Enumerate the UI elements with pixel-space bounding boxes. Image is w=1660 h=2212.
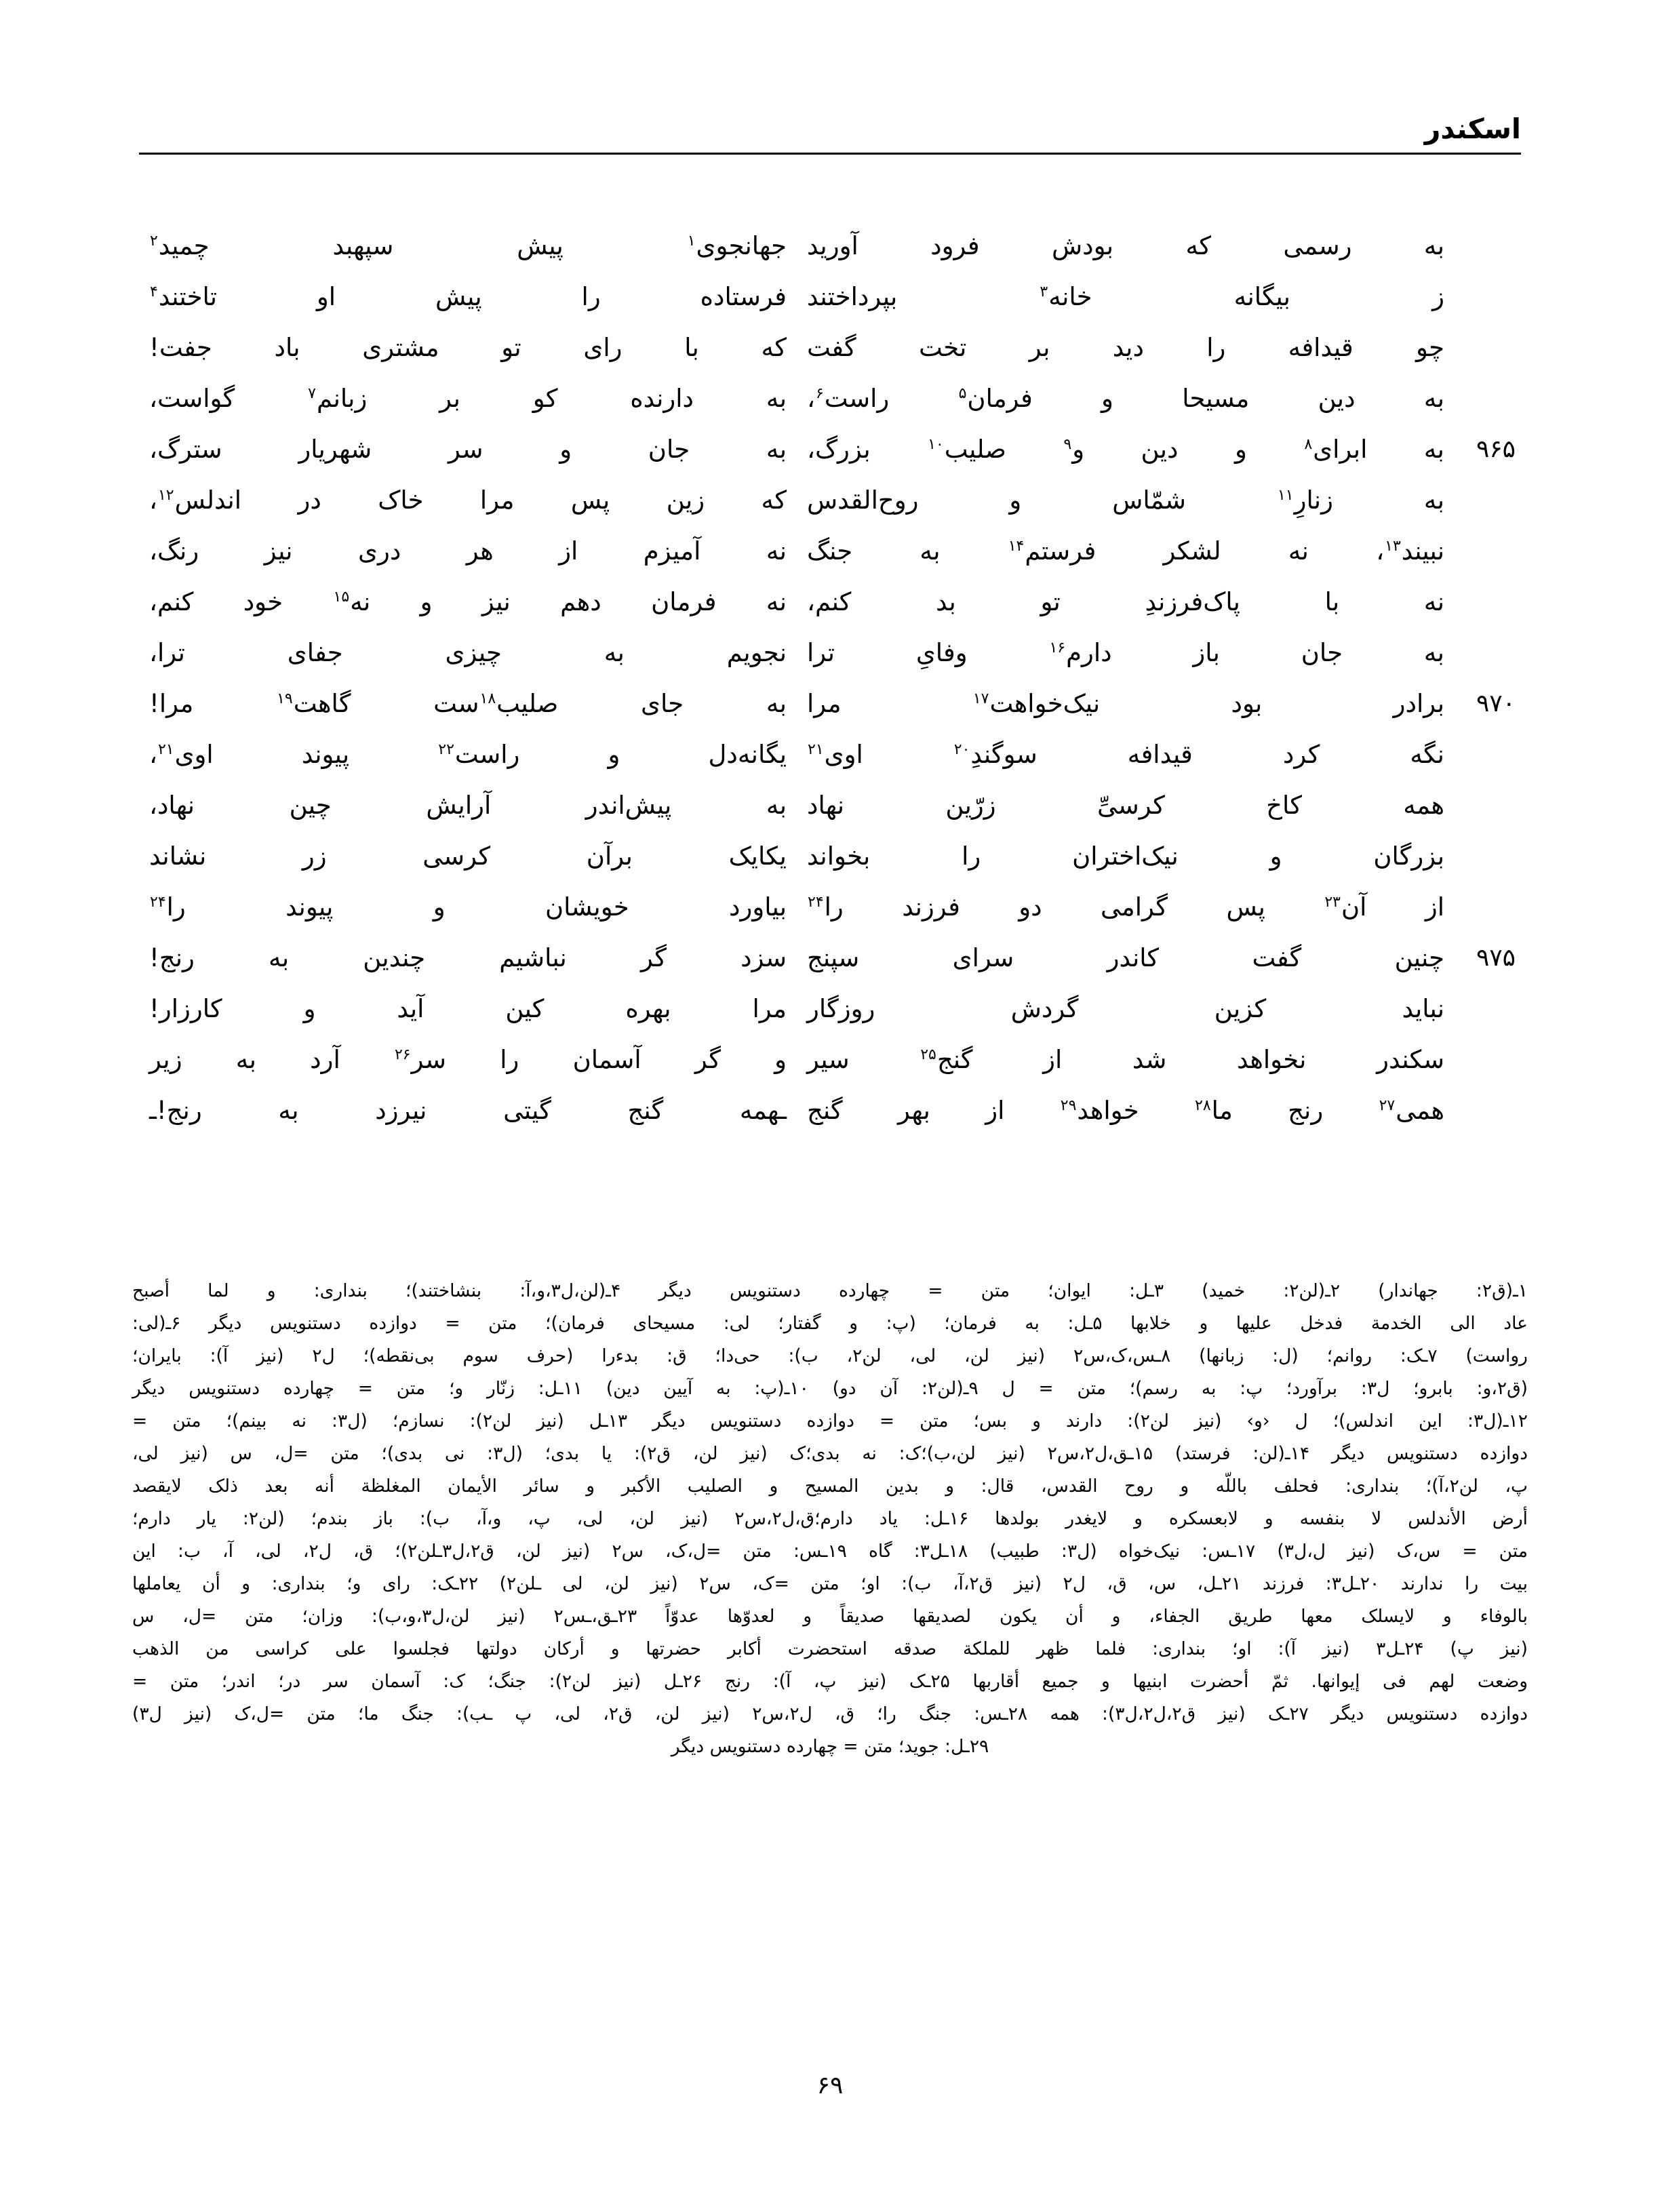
hemistich-first: همه کاخ کرسیِّ زرّین نهاد bbox=[807, 791, 1444, 820]
hemistich-first: به جان باز دارم$^{۱۶}$ وفایِ ترا bbox=[807, 638, 1444, 667]
note-marker: ۲۴ bbox=[150, 893, 166, 911]
note-marker: ۲۱ bbox=[808, 740, 824, 758]
verse-row bbox=[139, 682, 1521, 732]
note-marker: ۱۴ bbox=[1008, 537, 1025, 555]
hemistich-second: نه فرمان دهم نیز و نه$^{۱۵}$ خود کنم، bbox=[149, 587, 787, 616]
verse-block bbox=[139, 224, 1521, 1248]
note-marker: ۱ bbox=[687, 232, 696, 250]
hemistich-second: جهانجوی$^۱$ پیش سپهبد چمید$^۲$ bbox=[150, 231, 787, 260]
note-marker: ۲۶ bbox=[394, 1046, 411, 1063]
note-marker: ۶ bbox=[815, 384, 824, 402]
verse-row bbox=[139, 376, 1521, 427]
note-marker: ۹ bbox=[1063, 435, 1072, 453]
verse-row bbox=[139, 529, 1521, 580]
verse-row bbox=[139, 834, 1521, 885]
running-head: اسکندر bbox=[1424, 113, 1521, 145]
verse-number: ۹۷۰ bbox=[1476, 690, 1516, 717]
note-marker: ۲۹ bbox=[1060, 1097, 1077, 1114]
note-marker: ۲۴ bbox=[808, 893, 824, 911]
apparatus-line: أرض الأندلس لا بنفسه و لابعسکره و لایغدر بولدها ۱۶ـل: یاد دارم؛ق،ل۲،س۲ (نیز لن، لی، پ، و،آ، ب): باز بندم؛ (لن۲: یار دارم؛ bbox=[132, 1508, 1528, 1529]
hemistich-first: از آن$^{۲۳}$ پس گرامی دو فرزند را$^{۲۴}$ bbox=[808, 892, 1444, 922]
note-marker: ۱۸ bbox=[479, 690, 496, 707]
note-marker: ۸ bbox=[1304, 435, 1313, 453]
note-marker: ۲۲ bbox=[438, 740, 454, 758]
hemistich-first: نباید کزین گردش روزگار bbox=[807, 994, 1444, 1023]
apparatus-line: پ، لن۲،آ)؛ بنداری: فحلف باللّه و روح القدس، قال: و بدین المسیح و الصلیب الأکبر و سائر الأیمان المغلظة أنه بعد ذلک لایقصد bbox=[132, 1476, 1528, 1497]
note-marker: ۷ bbox=[308, 384, 316, 402]
hemistich-second: به دارنده کو بر زبانم$^۷$ گواست، bbox=[149, 384, 787, 413]
note-marker: ۱۲ bbox=[157, 486, 174, 504]
apparatus-line: بیت را ندارند ۲۰ـل۳: فرزند ۲۱ـل، س، ق، ل۲ (نیز ق۲،آ، ب): او؛ متن =ک، س۲ (نیز لن، لی ـلن۲) ۲۲ـک: رای و؛ بنداری: و أن یعاملها bbox=[132, 1573, 1528, 1594]
critical-apparatus bbox=[132, 1275, 1528, 1763]
hemistich-first: نه با پاک‌فرزندِ تو بد کنم، bbox=[807, 587, 1444, 616]
hemistich-first: نگه کرد قیدافه سوگندِ$^{۲۰}$ اوی$^{۲۱}$ bbox=[808, 740, 1444, 769]
header-rule bbox=[139, 153, 1521, 155]
verse-row bbox=[139, 783, 1521, 834]
apparatus-line: متن = س،ک (نیز ل،ل۳) ۱۷ـس: نیک‌خواه (ل۳: طبیب) ۱۸ـل۳: گاه ۱۹ـس: متن =ل،ک، س۲ (نیز لن، ق۲،ل۳ـلن۲)؛ ق، ل۲، لی، آ، ب: این bbox=[132, 1541, 1528, 1562]
note-marker: ۱۱ bbox=[1277, 486, 1294, 504]
hemistich-second: به جان و سر شهریار سترگ، bbox=[149, 435, 787, 464]
folio-number: ۶۹ bbox=[816, 2072, 844, 2099]
verse-row bbox=[139, 885, 1521, 936]
apparatus-line: وضعت لهم فی إیوانها. ثمّ أحضرت ابنیها و جمیع أقاربها ۲۵ـک (نیز پ، آ): رنج ۲۶ـل (نیز لن۲): جنگ؛ ک: آسمان سر در؛ اندر؛ متن = bbox=[132, 1671, 1528, 1692]
note-marker: ۲۳ bbox=[1324, 893, 1341, 911]
hemistich-first: به رسمی که بودش فرود آورید bbox=[807, 231, 1444, 260]
verse-row bbox=[139, 224, 1521, 275]
apparatus-line: رواست) ۷ـک: روانم؛ (ل: زبانها) ۸ـس،ک،س۲ (نیز لن، لی، لن۲، ب): حی‌دا؛ ق: بدءرا (حرف سوم بی‌نقطه)؛ ل۲ (نیز آ): بایران؛ bbox=[132, 1345, 1528, 1366]
verse-row bbox=[139, 987, 1521, 1038]
hemistich-first: برادر بود نیک‌خواهت$^{۱۷}$ مرا bbox=[807, 689, 1444, 718]
hemistich-second: به پیش‌اندر آرایش چین نهاد، bbox=[149, 791, 787, 820]
note-marker: ۲۸ bbox=[1195, 1097, 1211, 1114]
verse-row bbox=[139, 325, 1521, 376]
verse-row bbox=[139, 427, 1521, 478]
note-marker: ۱۷ bbox=[972, 690, 989, 707]
hemistich-first: همی$^{۲۷}$ رنج ما$^{۲۸}$ خواهد$^{۲۹}$ از بهر گنج bbox=[807, 1096, 1444, 1125]
apparatus-line: عاد الی الخدمة فدخل علیها و خلابها ۵ـل: به فرمان؛ (پ: و گفتار؛ لی: مسیحای فرمان)؛ متن = دوازده دستنویس دیگر ۶ـ(لی: bbox=[132, 1313, 1528, 1334]
apparatus-line: (نیز پ) ۲۴ـل۳ (نیز آ): او؛ بنداری: فلما ظهر للملکة صدقه استحضرت أکابر حضرتها و أرکان دولتها فجلسوا علی کراسی من الذهب bbox=[132, 1638, 1528, 1659]
hemistich-second: بیاورد خویشان و پیوند را$^{۲۴}$ bbox=[150, 892, 787, 922]
hemistich-first: بزرگان و نیک‌اختران را بخواند bbox=[807, 842, 1444, 871]
note-marker: ۲۱ bbox=[157, 740, 174, 758]
note-marker: ۱۶ bbox=[1049, 639, 1066, 656]
hemistich-second: سزد گر نباشیم چندین به رنج! bbox=[149, 943, 787, 972]
verse-row bbox=[139, 275, 1521, 325]
hemistich-first: نبیند$^{۱۳}$، نه لشکر فرستم$^{۱۴}$ به جنگ bbox=[807, 536, 1444, 566]
note-marker: ۳ bbox=[1040, 283, 1048, 300]
apparatus-line: ۱۲ـ(ل۳: این اندلس)؛ ل ‹و› (نیز لن۲): دارند و بس؛ متن = دوازده دستنویس دیگر ۱۳ـل (نیز لن۲): نسازم؛ (ل۳: نه بینم)؛ متن = bbox=[132, 1410, 1528, 1431]
apparatus-line: بالوفاء و لایسلک معها طریق الجفاء، و أن یکون لصدیقها صدیقاً و لعدوّها عدوّاً ۲۳ـق،ـس۲ (نیز لن،ل۳،و،ب): وزان؛ متن =ل، س bbox=[132, 1606, 1528, 1627]
verse-number: ۹۷۵ bbox=[1476, 944, 1516, 972]
apparatus-line: دوازده دستنویس دیگر ۱۴ـ(لن: فرستد) ۱۵ـق،ل۲،س۲ (نیز لن،ب)؛ک: نه بدی؛ک (نیز لن، ق۲): یا بدی؛ (ل۳: نی بدی)؛ متن =ل، س (نیز لی، bbox=[132, 1443, 1528, 1464]
apparatus-line: (ق۲،و: بابرو؛ ل۳: برآورد؛ پ: به رسم)؛ متن = ل ۹ـ(لن۲: آن دو) ۱۰ـ(پ: به آیین دین) ۱۱ـل: زنّار و؛ متن = چهارده دستنویس دیگر bbox=[132, 1378, 1528, 1399]
note-marker: ۱۹ bbox=[277, 690, 293, 707]
hemistich-first: به زنارِ$^{۱۱}$ شمّاس و روح‌القدس bbox=[807, 486, 1444, 515]
note-marker: ۱۰ bbox=[928, 435, 944, 453]
hemistich-first: چو قیدافه را دید بر تخت گفت bbox=[807, 333, 1444, 362]
verse-row bbox=[139, 1038, 1521, 1088]
hemistich-first: به دین مسیحا و فرمان$^۵$ راست$^۶$، bbox=[807, 384, 1444, 413]
note-marker: ۲۷ bbox=[1379, 1097, 1396, 1114]
note-marker: ۲ bbox=[150, 232, 158, 250]
hemistich-second: که زین پس مرا خاک در اندلس$^{۱۲}$، bbox=[149, 486, 787, 515]
hemistich-second: مرا بهره کین آید و کارزار! bbox=[149, 994, 787, 1023]
note-marker: ۵ bbox=[958, 384, 967, 402]
hemistich-second: یگانه‌دل و راست$^{۲۲}$ پیوند اوی$^{۲۱}$، bbox=[149, 740, 787, 769]
verse-row bbox=[139, 732, 1521, 783]
hemistich-first: سکندر نخواهد شد از گنج$^{۲۵}$ سیر bbox=[807, 1045, 1444, 1074]
verse-row bbox=[139, 1088, 1521, 1139]
note-marker: ۲۰ bbox=[953, 740, 970, 758]
page-header bbox=[139, 115, 1521, 176]
verse-row bbox=[139, 936, 1521, 987]
hemistich-second: یکایک برآن کرسی زر نشاند bbox=[149, 842, 787, 871]
hemistich-second: و گر آسمان را سر$^{۲۶}$ آرد به زیر bbox=[149, 1045, 787, 1074]
apparatus-line: ۲۹ـل: جوید؛ متن = چهارده دستنویس دیگر bbox=[671, 1736, 989, 1757]
apparatus-line: ۱ـ(ق۲: جهاندار) ۲ـ(لن۲: خمید) ۳ـل: ایوان؛ متن = چهارده دستنویس دیگر ۴ـ(لن،ل۳،و،آ: بنشاختند)؛ بنداری: و لما أصبح bbox=[132, 1280, 1528, 1301]
note-marker: ۱۳ bbox=[1385, 537, 1401, 555]
hemistich-second: که با رای تو مشتری باد جفت! bbox=[149, 333, 787, 362]
hemistich-second: نجویم به چیزی جفای ترا، bbox=[149, 638, 787, 667]
hemistich-first: ز بیگانه خانه$^۳$ بپرداختند bbox=[807, 282, 1444, 311]
hemistich-second: فرستاده را پیش او تاختند$^۴$ bbox=[150, 282, 787, 311]
hemistich-second: ـهمه گنج گیتی نیرزد به رنج!ـ bbox=[149, 1096, 787, 1125]
note-marker: ۲۵ bbox=[920, 1046, 936, 1063]
hemistich-first: چنین گفت کاندر سرای سپنج bbox=[807, 943, 1444, 972]
note-marker: ۱۵ bbox=[333, 588, 350, 606]
verse-number: ۹۶۵ bbox=[1476, 435, 1516, 463]
note-marker: ۴ bbox=[150, 283, 158, 300]
hemistich-second: به جای صلیب$^{۱۸}$ست گاهت$^{۱۹}$ مرا! bbox=[149, 689, 787, 718]
verse-row bbox=[139, 631, 1521, 682]
hemistich-first: به ابرای$^۸$ و دین و$^۹$ صلیب$^{۱۰}$ بزرگ، bbox=[807, 435, 1444, 464]
verse-row bbox=[139, 580, 1521, 631]
hemistich-second: نه آمیزم از هر دری نیز رنگ، bbox=[149, 536, 787, 566]
verse-row bbox=[139, 478, 1521, 529]
apparatus-line: دوازده دستنویس دیگر ۲۷ـک (نیز ق۲،ل۲،ل۳): همه ۲۸ـس: جنگ را؛ ق، ل۲،س۲ (نیز لن، ق۲، لی، پ ـب): جنگ ما؛ متن =ل،ک (نیز ل۳) bbox=[132, 1703, 1528, 1724]
